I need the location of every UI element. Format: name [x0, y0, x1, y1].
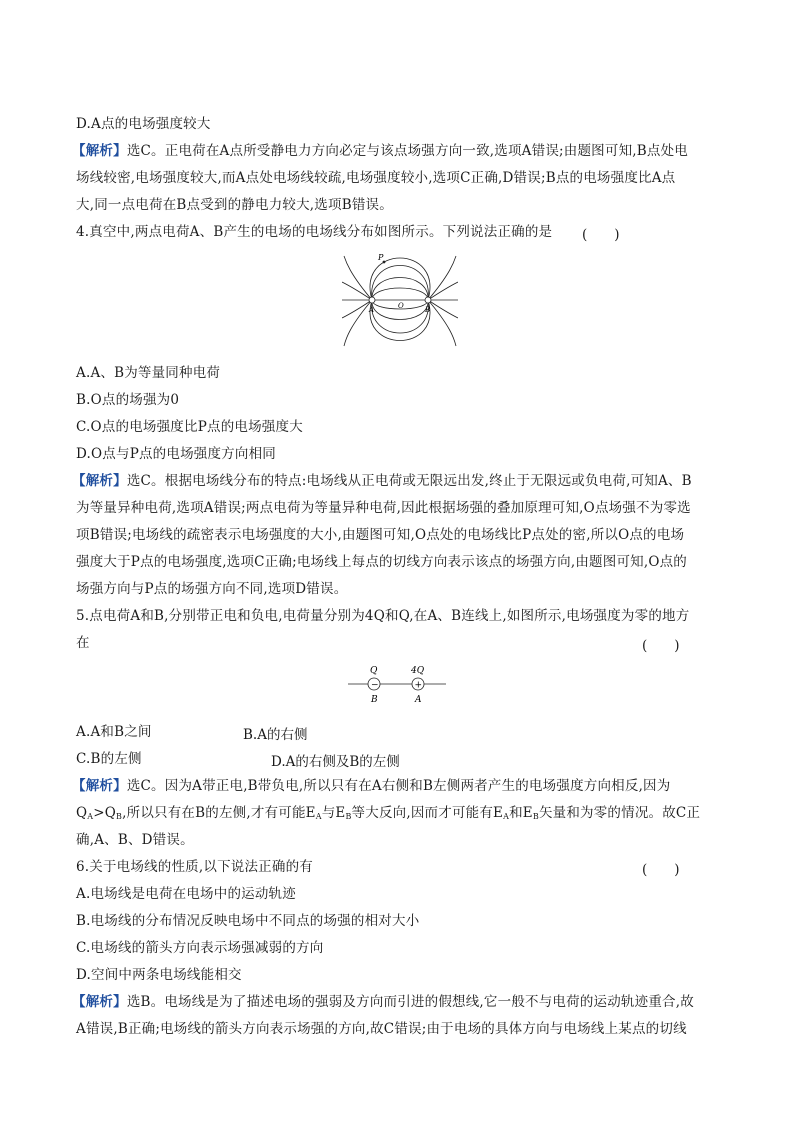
- label-q: Q: [370, 666, 378, 676]
- q4-analysis-line-5: 场强方向与P点的场强方向不同,选项D错误。: [76, 581, 348, 597]
- q5-stem-line-1: 5.点电荷A和B,分别带正电和负电,电荷量分别为4Q和Q,在A、B连线上,如图所示,电场强度为零的地方: [76, 608, 690, 624]
- label-b: B: [425, 306, 431, 314]
- analysis-tag: 【解析】: [72, 143, 127, 159]
- label-o: O: [398, 302, 404, 310]
- analysis-tag: 【解析】: [72, 778, 127, 794]
- q5-analysis-line-3: 确,A、B、D错误。: [76, 832, 194, 848]
- q6-option-c: C.电场线的箭头方向表示场强减弱的方向: [76, 940, 324, 956]
- q4-option-d: D.O点与P点的电场强度方向相同: [76, 446, 276, 462]
- q4-analysis-line-1: 【解析】选C。根据电场线分布的特点:电场线从正电荷或无限远出发,终止于无限远或负电荷,可知A、B: [72, 473, 692, 489]
- q5-analysis-line-1: 【解析】选C。因为A带正电,B带负电,所以只有在A右侧和B左侧两者产生的电场强度方向相反,因为: [72, 778, 671, 794]
- label-p: P: [378, 254, 384, 262]
- q6-option-a: A.电场线是电荷在电场中的运动轨迹: [76, 886, 296, 902]
- q6-analysis-line-2: A错误,B正确;电场线的箭头方向表示场强的方向,故C错误;由于电场的具体方向与电场线上某点的切线: [76, 1021, 687, 1037]
- q6-option-b: B.电场线的分布情况反映电场中不同点的场强的相对大小: [76, 913, 420, 929]
- charge-a-sign: +: [414, 680, 423, 691]
- q6-analysis-line-1: 【解析】选B。电场线是为了描述电场的强弱及方向而引进的假想线,它一般不与电荷的运动轨迹重合,故: [72, 994, 694, 1010]
- q5-option-b: B.A的右侧: [243, 727, 308, 743]
- q4-option-a: A.A、B为等量同种电荷: [76, 365, 221, 381]
- q3-analysis-line-1: 【解析】选C。正电荷在A点所受静电力方向必定与该点场强方向一致,选项A错误;由题图可知,B点处电: [72, 143, 688, 159]
- q3-analysis-line-3: 大,同一点电荷在B点受到的静电力较大,选项B错误。: [76, 197, 393, 213]
- label-a: A: [369, 306, 375, 314]
- q3-analysis-line-2: 场线较密,电场强度较大,而A点处电场线较疏,电场强度较小,选项C正确,D错误;B点的电场强度比A点: [76, 170, 676, 186]
- q4-option-c: C.O点的电场强度比P点的电场强度大: [76, 419, 303, 435]
- q4-option-b: B.O点的场强为0: [76, 392, 180, 408]
- q5-charges-figure: [344, 660, 450, 706]
- q6-stem: 6.关于电场线的性质,以下说法正确的有: [76, 859, 313, 875]
- analysis-tag: 【解析】: [72, 994, 127, 1010]
- label-4q: 4Q: [411, 666, 425, 676]
- q4-answer-paren: ( ): [582, 227, 620, 243]
- q4-analysis-line-4: 强度大于P点的电场强度,选项C正确;电场线上每点的切线方向表示该点的场强方向,由题图可知,O点的: [76, 554, 688, 570]
- q5-stem-line-2: 在: [76, 635, 90, 651]
- q4-analysis-line-2: 为等量异种电荷,选项A错误;两点电荷为等量异种电荷,因此根据场强的叠加原理可知,O点场强不为零选: [76, 500, 691, 516]
- q5-option-d: D.A的右侧及B的左侧: [271, 754, 400, 770]
- q5-option-c: C.B的左侧: [76, 751, 142, 767]
- q4-analysis-line-3: 项B错误;电场线的疏密表示电场强度的大小,由题图可知,O点处的电场线比P点处的密,所以O点的电场: [76, 527, 685, 543]
- q3-option-d: D.A点的电场强度较大: [76, 116, 211, 132]
- analysis-tag: 【解析】: [72, 473, 127, 489]
- q5-answer-paren: ( ): [642, 638, 680, 654]
- q4-field-line-figure: [342, 254, 458, 348]
- label-a: A: [415, 695, 422, 705]
- q5-option-a: A.A和B之间: [76, 724, 152, 740]
- label-b: B: [371, 695, 378, 705]
- q6-option-d: D.空间中两条电场线能相交: [76, 967, 242, 983]
- q4-stem: 4.真空中,两点电荷A、B产生的电场的电场线分布如图所示。下列说法正确的是: [76, 224, 553, 240]
- q6-answer-paren: ( ): [642, 862, 680, 878]
- charge-b-sign: −: [371, 680, 379, 691]
- q5-analysis-line-2: $Q_A>Q_B$,所以只有在B的左侧,才有可能$E_A$与$E_B$等大反向,因而才可能有$E_A$和$E_B$矢量和为零的情况。故C正: [76, 805, 701, 821]
